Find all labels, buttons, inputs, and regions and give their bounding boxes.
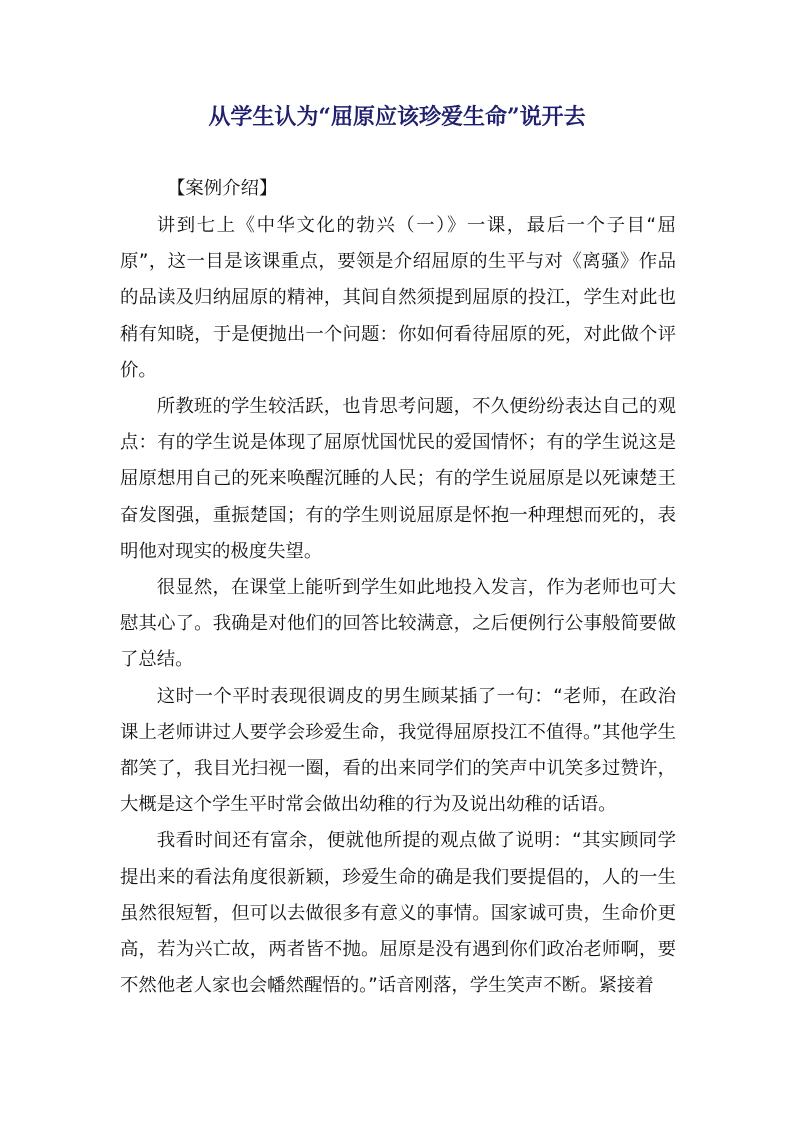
paragraph: 这时一个平时表现很调皮的男生顾某插了一句：“老师，在政治课上老师讲过人要学会珍爱生命，我觉得屈原投江不值得。”其他学生都笑了，我目光扫视一圈，看的出来同学们的笑声中讥笑多过赞许，大概是这个学生平时常会做出幼稚的行为及说出幼稚的话语。 (120, 685, 676, 816)
document-body (120, 170, 676, 1004)
section-heading: 【案例介绍】 (167, 178, 278, 199)
paragraph: 很显然，在课堂上能听到学生如此地投入发言，作为老师也可大慰其心了。我确是对他们的回答比较满意，之后便例行公事般简要做了总结。 (120, 577, 676, 671)
paragraph: 讲到七上《中华文化的勃兴（一）》一课，最后一个子目“屈原”，这一目是该课重点，要领是介绍屈原的生平与对《离骚》作品的品读及归纳屈原的精神，其间自然须提到屈原的投江，学生对此也稍有知晓，于是便抛出一个问题：你如何看待屈原的死，对此做个评价。 (120, 215, 676, 381)
paragraph: 所教班的学生较活跃，也肯思考问题，不久便纷纷表达自己的观点：有的学生说是体现了屈原忧国忧民的爱国情怀；有的学生说这是屈原想用自己的死来唤醒沉睡的人民；有的学生说屈原是以死谏楚王奋发图强，重振楚国；有的学生则说屈原是怀抱一种理想而死的，表明他对现实的极度失望。 (120, 396, 676, 562)
paragraph: 我看时间还有富余，便就他所提的观点做了说明：“其实顾同学提出来的看法角度很新颖，珍爱生命的确是我们要提倡的，人的一生虽然很短暂，但可以去做很多有意义的事情。国家诚可贵，生命价更高，若为兴亡故，两者皆不抛。屈原是没有遇到你们政冶老师啊，要不然他老人家也会幡然醒悟的。”话音刚落，学生笑声不断。紧接着 (120, 830, 676, 997)
document-title: 从学生认为“屈原应该珍爱生命”说开去 (208, 104, 586, 130)
